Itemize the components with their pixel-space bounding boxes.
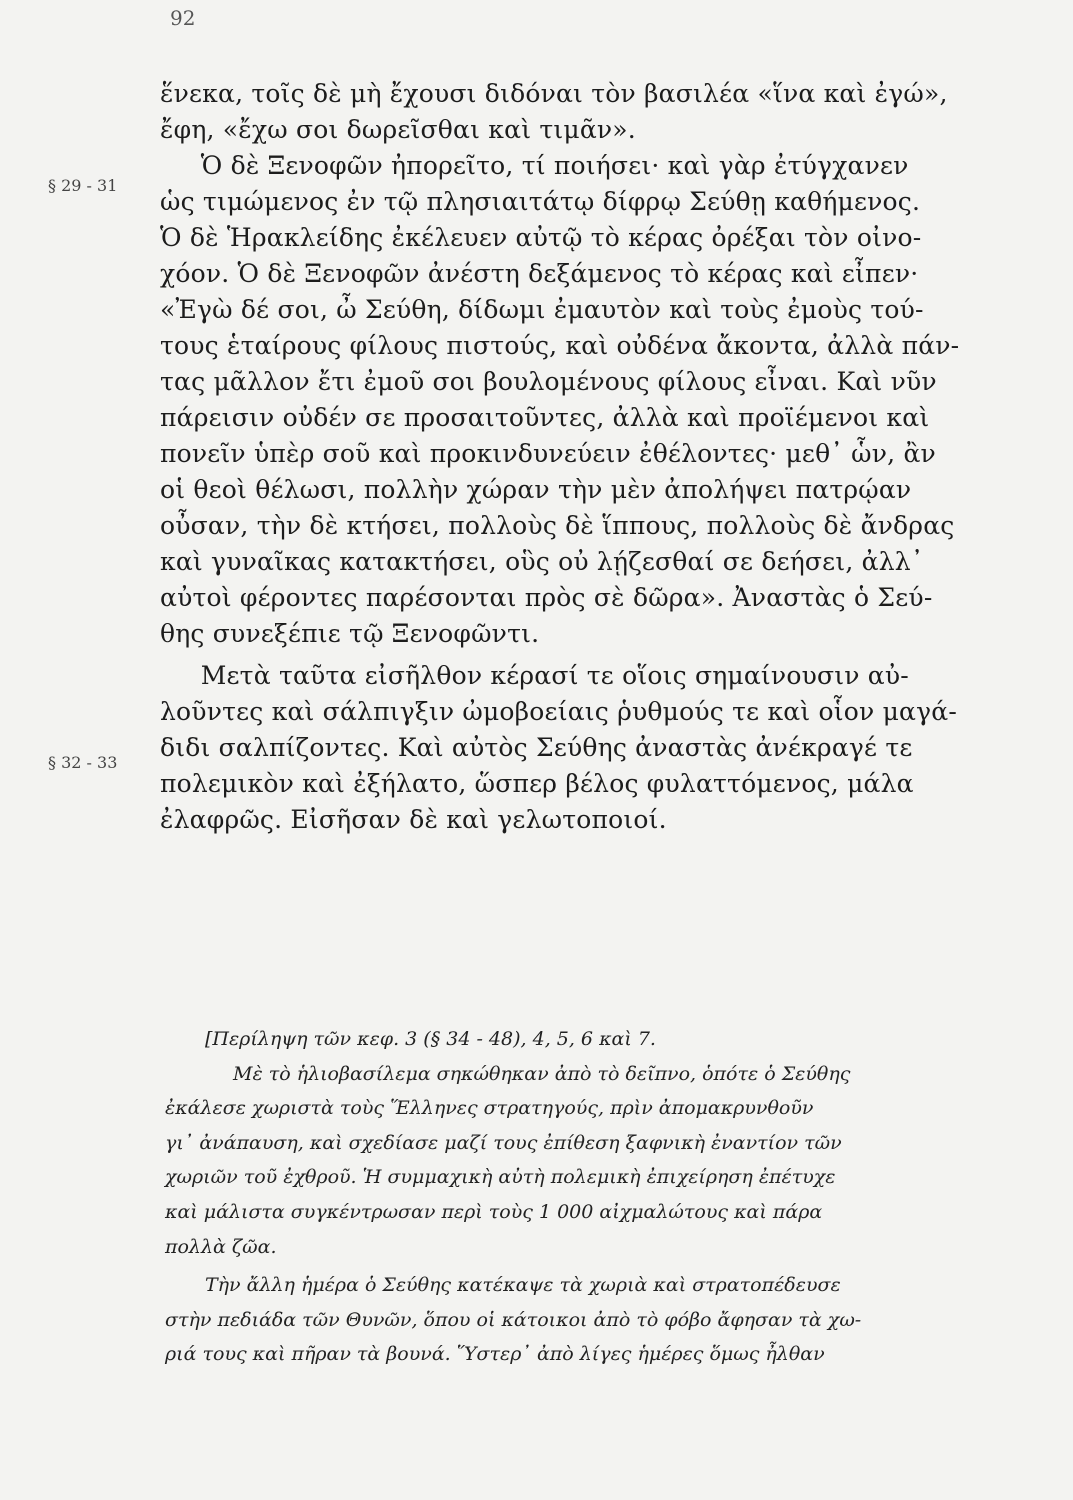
text-line: τας μᾶλλον ἔτι ἐμοῦ σοι βουλομένους φίλους εἶναι. Καὶ νῦν [160,367,937,396]
text-line: Ὁ δὲ Ξενοφῶν ἠπορεῖτο, τί ποιήσει· καὶ γὰρ ἐτύγχανεν [160,151,909,180]
section-marker-32-33: § 32 - 33 [48,753,118,772]
text-line: «Ἐγὼ δέ σοι, ὦ Σεύθη, δίδωμι ἐμαυτὸν καὶ τοὺς ἐμοὺς τού- [160,295,924,324]
summary-line: χωριῶν τοῦ ἐχθροῦ. Ἡ συμμαχικὴ αὐτὴ πολεμικὴ ἐπιχείρηση ἐπέτυχε [165,1166,836,1189]
summary-line: Μὲ τὸ ἡλιοβασίλεμα σηκώθηκαν ἀπὸ τὸ δεῖπνο, ὁπότε ὁ Σεύθης [233,1062,851,1085]
section-marker-29-31: § 29 - 31 [48,176,118,195]
summary-line: ἐκάλεσε χωριστὰ τοὺς Ἕλληνες στρατηγούς, πρὶν ἀπομακρυνθοῦν [165,1097,814,1120]
summary-line: καὶ μάλιστα συγκέντρωσαν περὶ τοὺς 1 000 αἰχμαλώτους καὶ πάρα [165,1200,823,1223]
main-text [160,76,1020,838]
summary-line: [Περίληψη τῶν κεφ. 3 (§ 34 - 48), 4, 5, 6 καὶ 7. [205,1028,656,1050]
summary-line: στὴν πεδιάδα τῶν Θυνῶν, ὅπου οἱ κάτοικοι ἀπὸ τὸ φόβο ἄφησαν τὰ χω- [165,1308,862,1331]
text-line: Μετὰ ταῦτα εἰσῆλθον κέρασί τε οἵοις σημαίνουσιν αὐ- [160,661,909,690]
text-line: πολεμικὸν καὶ ἐξήλατο, ὥσπερ βέλος φυλαττόμενος, μάλα [160,769,914,798]
text-line: αὐτοὶ φέροντες παρέσονται πρὸς σὲ δῶρα». Ἀναστὰς ὁ Σεύ- [160,583,933,612]
summary-line: γι᾽ ἀνάπαυση, καὶ σχεδίασε μαζί τους ἐπίθεση ξαφνικὴ ἐναντίον τῶν [165,1131,842,1154]
text-line: ἔφη, «ἔχω σοι δωρεῖσθαι καὶ τιμᾶν». [160,115,636,144]
summary-line: Τὴν ἄλλη ἡμέρα ὁ Σεύθης κατέκαψε τὰ χωριὰ καὶ στρατοπέδευσε [205,1274,841,1297]
text-line: καὶ γυναῖκας κατακτήσει, οὓς οὐ λῄζεσθαί σε δεήσει, ἀλλ᾽ [160,547,924,576]
text-line: λοῦντες καὶ σάλπιγξιν ὠμοβοείαις ῥυθμούς τε καὶ οἷον μαγά- [160,697,957,726]
text-line: πάρεισιν οὐδέν σε προσαιτοῦντες, ἀλλὰ καὶ προϊέμενοι καὶ [160,403,930,432]
text-line: θης συνεξέπιε τῷ Ξενοφῶντι. [160,619,540,648]
text-line: πονεῖν ὑπὲρ σοῦ καὶ προκινδυνεύειν ἐθέλοντες· μεθ᾽ ὧν, ἂν [160,439,936,468]
page-number: 92 [170,6,196,30]
text-line: ἐλαφρῶς. Εἰσῆσαν δὲ καὶ γελωτοποιοί. [160,805,667,834]
text-line: χόον. Ὁ δὲ Ξενοφῶν ἀνέστη δεξάμενος τὸ κέρας καὶ εἶπεν· [160,259,919,288]
text-line: οἱ θεοὶ θέλωσι, πολλὴν χώραν τὴν μὲν ἀπολήψει πατρῴαν [160,475,912,504]
text-line: τους ἑταίρους φίλους πιστούς, καὶ οὐδένα ἄκοντα, ἀλλὰ πάν- [160,331,960,360]
text-line: ὡς τιμώμενος ἐν τῷ πλησιαιτάτῳ δίφρῳ Σεύθῃ καθήμενος. [160,187,921,216]
text-line: οὖσαν, τὴν δὲ κτήσει, πολλοὺς δὲ ἵππους, πολλοὺς δὲ ἄνδρας [160,511,955,540]
text-line: ἕνεκα, τοῖς δὲ μὴ ἔχουσι διδόναι τὸν βασιλέα «ἵνα καὶ ἐγώ», [160,79,948,108]
summary-line: πολλὰ ζῶα. [165,1235,277,1258]
text-line: Ὁ δὲ Ἡρακλείδης ἐκέλευεν αὐτῷ τὸ κέρας ὀρέξαι τὸν οἰνο- [160,223,922,252]
summary-block [165,1022,1025,1372]
text-line: διδι σαλπίζοντες. Καὶ αὐτὸς Σεύθης ἀναστὰς ἀνέκραγέ τε [160,733,913,762]
summary-line: ριά τους καὶ πῆραν τὰ βουνά. Ὕστερ᾽ ἀπὸ λίγες ἡμέρες ὅμως ἦλθαν [165,1343,825,1366]
